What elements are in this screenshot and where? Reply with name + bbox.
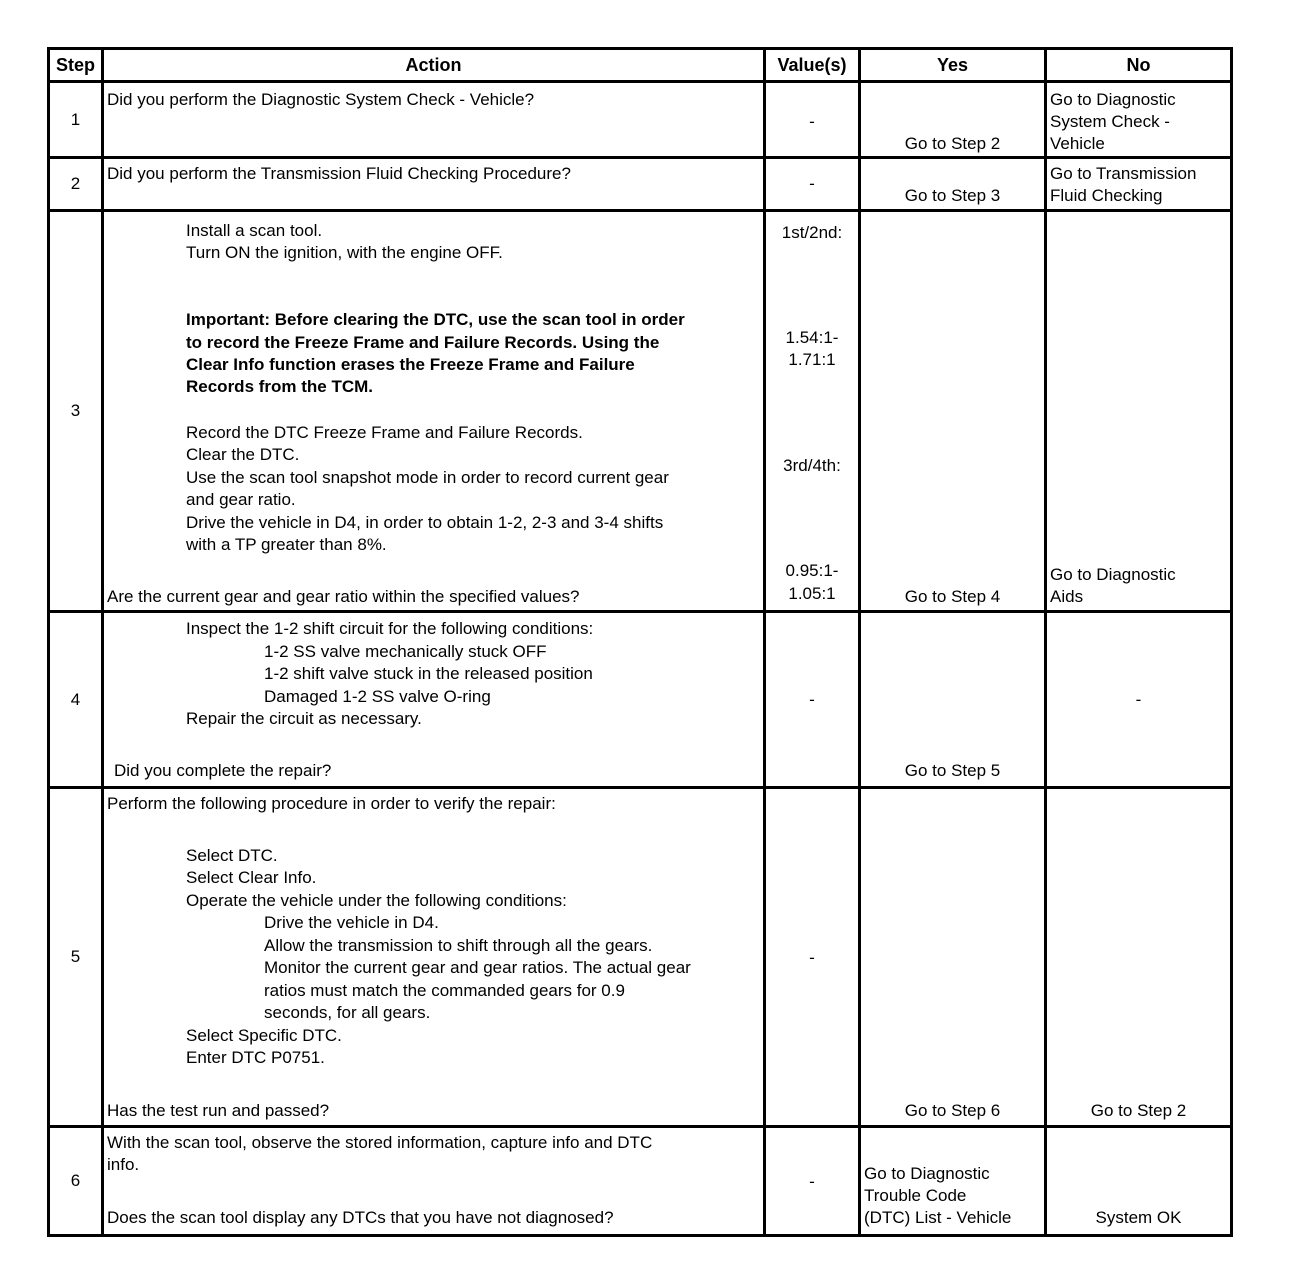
- action-line: Drive the vehicle in D4.: [264, 912, 439, 932]
- action-line: with a TP greater than 8%.: [186, 535, 387, 555]
- no-line: Go to Transmission: [1050, 164, 1197, 184]
- action-line: Inspect the 1-2 shift circuit for the following conditions:: [186, 619, 594, 639]
- no-line: -: [1135, 690, 1142, 710]
- action-line: Monitor the current gear and gear ratios. The actual gear: [264, 957, 691, 977]
- yes-cell: [860, 158, 1046, 211]
- table-row: [49, 158, 1232, 211]
- action-line: Install a scan tool.: [186, 221, 323, 241]
- action-cell: [103, 1126, 765, 1235]
- no-line: Vehicle: [1050, 134, 1105, 153]
- action-line: Use the scan tool snapshot mode in order to record current gear: [186, 468, 669, 488]
- action-line: Did you perform the Transmission Fluid Checking Procedure?: [107, 164, 571, 184]
- yes-cell: [860, 787, 1046, 1126]
- no-line: System OK: [1095, 1207, 1182, 1227]
- yes-line: Go to Step 4: [904, 587, 1001, 607]
- action-line: Drive the vehicle in D4, in order to obtain 1-2, 2-3 and 3-4 shifts: [186, 513, 664, 533]
- action-line: Turn ON the ignition, with the engine OFF.: [186, 243, 503, 263]
- no-cell: [1046, 612, 1232, 787]
- action-line: 1-2 SS valve mechanically stuck OFF: [264, 642, 547, 662]
- action-line: Allow the transmission to shift through all the gears.: [264, 935, 653, 955]
- action-line: seconds, for all gears.: [264, 1002, 431, 1022]
- action-question: Does the scan tool display any DTCs that you have not diagnosed?: [107, 1207, 614, 1227]
- yes-cell: [860, 82, 1046, 158]
- action-line: Enter DTC P0751.: [186, 1047, 325, 1067]
- action-line: Repair the circuit as necessary.: [186, 709, 422, 729]
- important-note: to record the Freeze Frame and Failure Records. Using the: [186, 333, 660, 353]
- table-row: [49, 612, 1232, 787]
- important-note: Clear Info function erases the Freeze Frame and Failure: [186, 355, 635, 375]
- action-line: With the scan tool, observe the stored information, capture info and DTC: [107, 1132, 653, 1152]
- header-values: Value(s): [765, 49, 860, 82]
- yes-line: Go to Step 2: [904, 134, 1001, 153]
- action-line: ratios must match the commanded gears for 0.9: [264, 980, 625, 1000]
- step-number: 6: [49, 1126, 103, 1235]
- value-line: -: [809, 947, 815, 967]
- action-line: Select DTC.: [186, 845, 278, 865]
- value-line: -: [809, 1171, 815, 1191]
- values-cell: [765, 612, 860, 787]
- value-line: -: [809, 112, 815, 131]
- action-line: info.: [107, 1154, 140, 1174]
- values-cell: [765, 82, 860, 158]
- values-cell: [765, 211, 860, 612]
- table-row: [49, 787, 1232, 1126]
- header-step: Step: [49, 49, 103, 82]
- no-line: Go to Diagnostic: [1050, 565, 1176, 585]
- value-line: 3rd/4th:: [783, 456, 841, 476]
- value-line: -: [809, 690, 815, 710]
- value-line: 1st/2nd:: [781, 223, 843, 243]
- no-cell: [1046, 1126, 1232, 1235]
- action-cell: [103, 211, 765, 612]
- diagnostic-table: [47, 47, 1233, 1237]
- important-note: Important: Before clearing the DTC, use the scan tool in order: [186, 310, 685, 330]
- yes-line: (DTC) List - Vehicle: [864, 1207, 1012, 1227]
- no-line: Go to Diagnostic: [1050, 90, 1176, 109]
- step-number: 1: [49, 82, 103, 158]
- important-note: Records from the TCM.: [186, 377, 374, 397]
- action-line: Record the DTC Freeze Frame and Failure Records.: [186, 423, 583, 443]
- table-row: [49, 82, 1232, 158]
- no-cell: [1046, 82, 1232, 158]
- action-line: Damaged 1-2 SS valve O-ring: [264, 687, 491, 707]
- action-line: 1-2 shift valve stuck in the released position: [264, 664, 593, 684]
- table-row: [49, 1126, 1232, 1235]
- action-question: Has the test run and passed?: [107, 1100, 330, 1120]
- no-line: Aids: [1050, 587, 1084, 607]
- action-question: Are the current gear and gear ratio within the specified values?: [107, 587, 580, 607]
- step-number: 5: [49, 787, 103, 1126]
- step-number: 2: [49, 158, 103, 211]
- step-number: 4: [49, 612, 103, 787]
- values-cell: [765, 787, 860, 1126]
- action-cell: [103, 158, 765, 211]
- action-question: Did you complete the repair?: [114, 761, 332, 781]
- action-line: Select Specific DTC.: [186, 1025, 342, 1045]
- action-line: Perform the following procedure in order to verify the repair:: [107, 793, 556, 813]
- no-line: Go to Step 2: [1090, 1100, 1187, 1120]
- action-line: Select Clear Info.: [186, 867, 317, 887]
- value-line: -: [809, 174, 815, 194]
- yes-cell: [860, 1126, 1046, 1235]
- no-cell: [1046, 787, 1232, 1126]
- no-cell: [1046, 158, 1232, 211]
- value-line: 1.05:1: [788, 584, 836, 604]
- yes-line: Go to Step 6: [904, 1100, 1001, 1120]
- action-line: Did you perform the Diagnostic System Check - Vehicle?: [107, 90, 535, 109]
- no-line: System Check -: [1050, 112, 1170, 131]
- action-line: Clear the DTC.: [186, 445, 300, 465]
- step-number: 3: [49, 211, 103, 612]
- yes-line: Go to Diagnostic: [864, 1163, 990, 1183]
- value-line: 0.95:1-: [785, 561, 839, 581]
- action-line: and gear ratio.: [186, 490, 296, 510]
- action-cell: [103, 612, 765, 787]
- value-line: 1.71:1: [788, 350, 836, 370]
- table-row: [49, 211, 1232, 612]
- yes-line: Go to Step 5: [904, 761, 1001, 781]
- action-line: Operate the vehicle under the following conditions:: [186, 890, 567, 910]
- values-cell: [765, 158, 860, 211]
- header-no: No: [1046, 49, 1232, 82]
- values-cell: [765, 1126, 860, 1235]
- no-line: Fluid Checking: [1050, 186, 1163, 206]
- no-cell: [1046, 211, 1232, 612]
- yes-cell: [860, 612, 1046, 787]
- yes-line: Go to Step 3: [904, 186, 1001, 206]
- header-yes: Yes: [860, 49, 1046, 82]
- yes-cell: [860, 211, 1046, 612]
- header-row: [49, 49, 1232, 82]
- header-action: Action: [103, 49, 765, 82]
- action-cell: [103, 82, 765, 158]
- yes-line: Trouble Code: [864, 1185, 967, 1205]
- action-cell: [103, 787, 765, 1126]
- value-line: 1.54:1-: [785, 328, 839, 348]
